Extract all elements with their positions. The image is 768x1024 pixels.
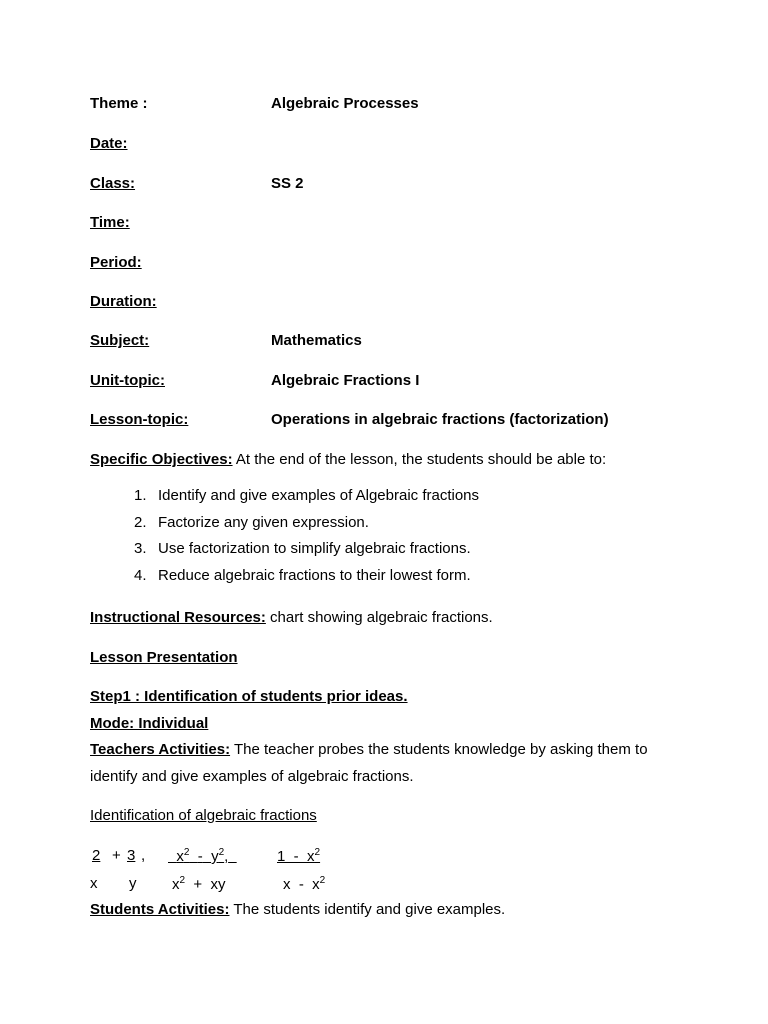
theme-label: Theme : [90, 95, 148, 112]
subject-value: Mathematics [271, 332, 362, 349]
unit-topic-label: Unit-topic: [90, 372, 165, 389]
date-label: Date: [90, 135, 128, 152]
lesson-presentation-heading: Lesson Presentation [90, 649, 238, 666]
students-activities-text: The students identify and give examples. [229, 901, 506, 918]
fraction-3-denominator [283, 875, 325, 894]
class-label: Class: [90, 175, 136, 192]
fraction-1-plus: + [112, 847, 121, 864]
fraction-2-numerator-x: x [176, 848, 184, 865]
identification-heading: Identification of algebraic fractions [90, 807, 317, 824]
time-label: Time: [90, 214, 130, 231]
list-item-text: Factorize any given expression. [158, 513, 369, 531]
list-item-number: 4. [134, 566, 147, 584]
students-activities [90, 901, 505, 919]
fraction-2-numerator-y: y [211, 848, 219, 865]
list-item [134, 567, 479, 594]
objectives-intro: At the end of the lesson, the students should be able to: [232, 451, 607, 468]
fraction-2-numerator-exp-2: 2 [218, 847, 225, 858]
students-activities-label: Students Activities: [90, 901, 230, 918]
fraction-2-numerator [168, 847, 237, 866]
objectives-line [90, 451, 606, 469]
duration-label: Duration: [90, 293, 157, 310]
step1-heading: Step1 : Identification of students prior ideas. [90, 688, 408, 705]
fraction-3-numerator-exp: 2 [314, 847, 321, 858]
lesson-topic-value: Operations in algebraic fractions (factorization) [271, 411, 609, 428]
fraction-2-comma: , [224, 848, 229, 865]
theme-value: Algebraic Processes [271, 95, 419, 112]
list-item-text: Use factorization to simplify algebraic fractions. [158, 540, 471, 557]
list-item [134, 487, 479, 514]
fraction-1-comma: , [141, 847, 146, 864]
fraction-3-numerator [277, 847, 320, 866]
lesson-topic-label: Lesson-topic: [90, 411, 189, 428]
fraction-1-numerator-b: 3 [127, 847, 136, 864]
resources-label: Instructional Resources: [90, 609, 266, 626]
subject-label: Subject: [90, 332, 150, 349]
objectives-label: Specific Objectives: [90, 451, 233, 468]
fraction-3-denominator-text: x - x [283, 876, 320, 893]
fraction-1-denominator-b: y [129, 875, 137, 892]
list-item-number: 1. [134, 487, 147, 504]
fraction-2-denominator [172, 875, 226, 894]
fraction-1-denominator-a: x [90, 875, 98, 892]
resources-text: chart showing algebraic fractions. [265, 609, 493, 626]
fraction-2-denominator-exp: 2 [179, 875, 186, 886]
list-item-number: 2. [134, 513, 147, 531]
teachers-activities [90, 736, 690, 790]
list-item-text: Reduce algebraic fractions to their lowest form. [158, 566, 471, 584]
list-item [134, 514, 479, 541]
fraction-2-numerator-exp-1: 2 [183, 847, 190, 858]
teachers-activities-text: The teacher probes the students knowledge by asking them to identify and give examples of algebraic fractions. [90, 741, 648, 785]
list-item-number: 3. [134, 540, 147, 557]
fraction-3-numerator-text: 1 - x [277, 848, 315, 865]
fraction-3-denominator-exp: 2 [319, 875, 326, 886]
mode-line: Mode: Individual [90, 715, 209, 732]
fraction-2-denominator-x: x [172, 876, 180, 893]
fraction-2-minus: - [197, 848, 203, 865]
period-label: Period: [90, 254, 142, 271]
fraction-1-numerator-a: 2 [92, 847, 101, 864]
teachers-activities-label: Teachers Activities: [90, 741, 231, 758]
objectives-list [134, 487, 479, 593]
list-item [134, 540, 479, 567]
unit-topic-value: Algebraic Fractions I [271, 372, 420, 389]
resources-line [90, 609, 493, 627]
class-value: SS 2 [271, 175, 304, 192]
list-item-text: Identify and give examples of Algebraic fractions [158, 487, 480, 504]
fraction-2-denominator-rest: + xy [193, 876, 226, 893]
